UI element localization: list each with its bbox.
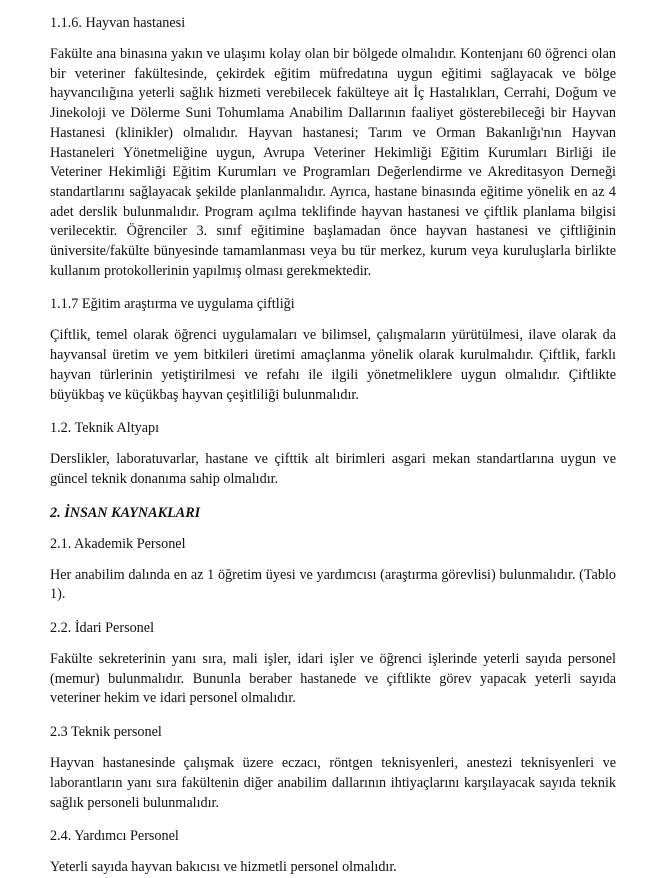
paragraph-akademik-personel: Her anabilim dalında en az 1 öğretim üyesi ve yardımcısı (araştırma görevlisi) bulunmalıdır. (Tablo 1). [50, 566, 616, 603]
heading-akademik-personel: 2.1. Akademik Personel [50, 535, 186, 552]
paragraph-hayvan-hastanesi: Fakülte ana binasına yakın ve ulaşımı kolay olan bir bölgede olmalıdır. Kontenjanı 60 öğrenci olan bir veteriner fakültesinde, çekirdek eğitim müfredatına uygun eğitimi sağlayacak ve bölge hayvancılığına yeterli sağlık hizmeti verebilecek fakülteye ait İç Hastalıkları, Cerrahi, Doğum ve Jinekoloji ve Dölerme Suni Tohumlama Anabilim Dallarının faaliyet gösterebileceği bir Hayvan Hastanesi (klinikler) olmalıdır. Hayvan hastanesi; Tarım ve Orman Bakanlığı'nın Hayvan Hastaneleri Yönetmeliğine uygun, Avrupa Veteriner Hekimliği Eğitim Kurumları Birliği ile Veteriner Hekimliği Eğitim Kurumları ve Programları Değerlendirme ve Akreditasyon Derneği standartlarını sağlayacak şekilde planlanmalıdır. Ayrıca, hastane binasında eğitime yönelik en az 4 adet derslik bulunmalıdır. Program açılma teklifinde hayvan hastanesi ve çiftlik planlama bilgisi verilecektir. Öğrenciler 3. sınıf eğitimine başlamadan önce hayvan hastanesi ve çiftliğinin üniversite/fakülte bünyesinde tamamlanması veya bu tür merkez, kurum veya kuruluşlarla birlikte kullanım protokollerinin yapılmış olması gerekmektedir. [50, 46, 616, 279]
paragraph-teknik-personel: Hayvan hastanesinde çalışmak üzere eczacı, röntgen teknisyenleri, anestezi teknisyenleri ve laborantların yanı sıra fakültenin diğer anabilim dallarının ihtiyaçlarını karşılayacak sayıda teknik sağlık personeli bulunmalıdır. [50, 755, 616, 811]
heading-hayvan-hastanesi: 1.1.6. Hayvan hastanesi [50, 15, 186, 31]
heading-egitim-ciftligi: 1.1.7 Eğitim araştırma ve uygulama çiftliği [50, 296, 295, 313]
heading-teknik-altyapi: 1.2. Teknik Altyapı [50, 420, 160, 437]
heading-yardimci-personel: 2.4. Yardımcı Personel [50, 828, 179, 845]
paragraph-yardimci-personel: Yeterli sayıda hayvan bakıcısı ve hizmetli personel olmalıdır. [50, 859, 397, 876]
paragraph-idari-personel: Fakülte sekreterinin yanı sıra, mali işler, idari işler ve öğrenci işlerinde yeterli sayıda personel (memur) bulunmalıdır. Bununla beraber hastanede ve çiftlikte görev yapacak yeterli sayıda veteriner hekim ve idari personel olmalıdır. [50, 651, 616, 707]
paragraph-teknik-altyapi: Derslikler, laboratuvarlar, hastane ve çifttik alt birimleri asgari mekan standartlarına uygun ve güncel teknik donanıma sahip olmalıdır. [50, 451, 616, 487]
heading-insan-kaynaklari: 2. İNSAN KAYNAKLARI [50, 504, 201, 521]
paragraph-egitim-ciftligi: Çiftlik, temel olarak öğrenci uygulamaları ve bilimsel, çalışmaların yürütülmesi, ilave olarak da hayvansal üretim ve yem bitkileri üretimi amaçlanma yönelik olarak kurulmalıdır. Çiftlik, farklı hayvan türlerinin yetiştirilmesi ve refahı ile ilgili yönetmeliklere uygun olmalıdır. Çiftlikte büyükbaş ve küçükbaş hayvan çeşitliliği bulunmalıdır. [50, 327, 616, 403]
heading-teknik-personel: 2.3 Teknik personel [50, 724, 162, 741]
heading-idari-personel: 2.2. İdari Personel [50, 620, 155, 637]
